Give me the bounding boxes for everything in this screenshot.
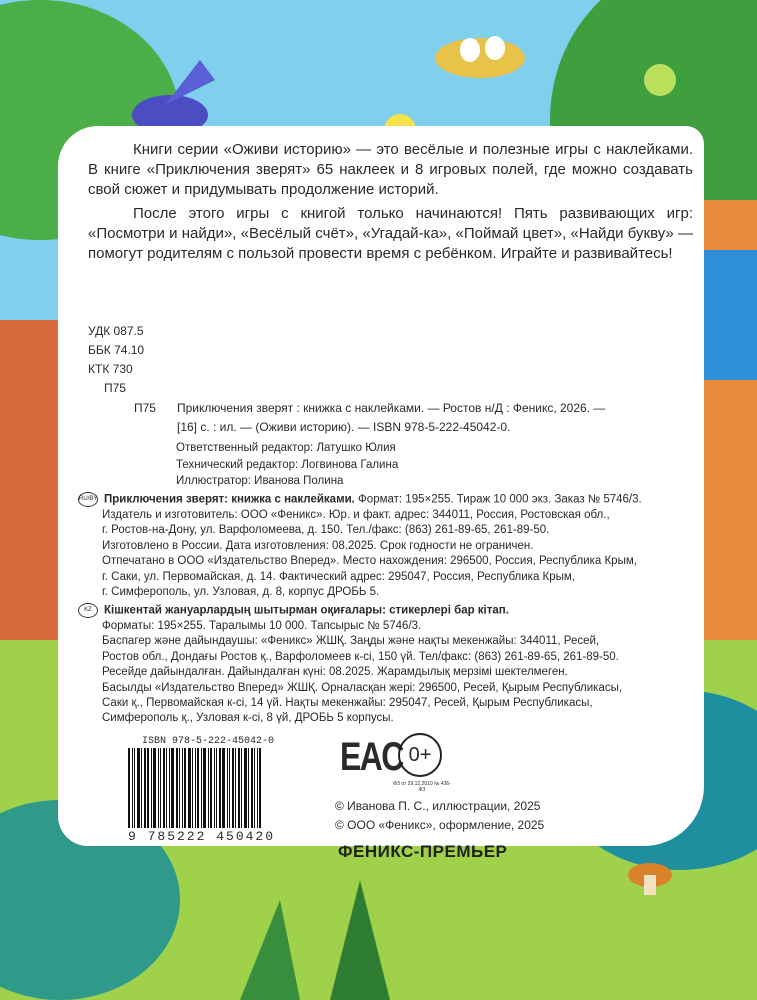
barcode-bar — [184, 748, 186, 828]
barcode-bar — [179, 748, 180, 828]
ru-line: Формат: 195×255. Тираж 10 000 экз. Заказ № 5746/3. — [354, 493, 642, 506]
barcode-bar — [171, 748, 174, 828]
barcode-bar — [128, 748, 130, 828]
kz-line: Саки қ., Первомайская к-сі, 14 үй. Нақты мекенжайы: 295047, Ресей, Қырым Республикасы, — [102, 696, 593, 709]
series-description — [88, 140, 693, 264]
barcode-bar — [134, 748, 135, 828]
classification-codes — [88, 322, 144, 398]
credits — [176, 440, 398, 490]
barcode-bar — [238, 748, 240, 828]
barcode-bar — [214, 748, 215, 828]
barcode-bar — [153, 748, 156, 828]
barcode-bar — [259, 748, 261, 828]
butterfly-green — [644, 64, 676, 96]
ru-line: Издатель и изготовитель: ООО «Феникс». Юр. и факт. адрес: 344011, Россия, Ростовская обл., — [102, 508, 610, 521]
barcode-bar — [163, 748, 165, 828]
barcode-bar — [244, 748, 247, 828]
barcode-bar — [141, 748, 142, 828]
isbn-barcode — [128, 736, 288, 845]
barcode-bar — [235, 748, 236, 828]
barcode-bar — [188, 748, 191, 828]
barcode-bar — [176, 748, 178, 828]
kz-line: Баспагер және дайындаушы: «Феникс» ЖШҚ. Заңды және нақты мекенжайы: 344011, Ресей, — [102, 635, 600, 648]
barcode-bar — [147, 748, 149, 828]
bib-line-1: Приключения зверят : книжка с наклейками. — Ростов н/Д : Феникс, 2026. — — [177, 401, 606, 415]
bib-code: П75 — [134, 401, 156, 415]
ru-line: г. Саки, ул. Первомайская, д. 14. Фактический адрес: 295047, Россия, Республика Крым, — [102, 570, 576, 583]
barcode-bar — [144, 748, 146, 828]
author-sign: П75 — [104, 381, 126, 395]
barcode-bar — [132, 748, 133, 828]
barcode-bar — [251, 748, 253, 828]
barcode-bar — [219, 748, 221, 828]
barcode-bar — [158, 748, 159, 828]
eac-mark: EAC — [340, 735, 403, 779]
ru-line: Изготовлено в России. Дата изготовления: 08.2025. Срок годности не ограничен. — [102, 539, 534, 552]
kz-badge: KZ — [78, 603, 98, 618]
ru-by-badge: RU/BY — [78, 492, 98, 507]
kz-title: Кішкентай жануарлардың шытырман оқиғалары: стикерлері бар кітап. — [104, 604, 509, 617]
barcode-bar — [151, 748, 152, 828]
barcode-bar — [241, 748, 242, 828]
barcode-bar — [216, 748, 217, 828]
ru-line: г. Симферополь, ул. Узловая, д. 8, корпус ДРОБЬ 5. — [102, 585, 380, 598]
barcode-bar — [257, 748, 258, 828]
ru-line: г. Ростов-на-Дону, ул. Варфоломеева, д. 150. Тел./факс: (863) 261-89-65, 261-89-50. — [102, 524, 550, 537]
intro-paragraph-2: После этого игры с книгой только начинаются! Пять развивающих игр: «Посмотри и найди», «Весёлый счёт», «Угадай-ка», «Поймай цвет», «Найди букву» — помогут родителям с пользой провести время с ребёнком. Играйте и развивайтесь! — [88, 205, 693, 262]
kz-line: Ресейде дайындалған. Дайындалған күні: 08.2025. Жарамдылық мерзімі шектелмеген. — [102, 666, 568, 679]
barcode-bar — [248, 748, 249, 828]
copyright — [335, 797, 544, 835]
intro-paragraph-1: Книги серии «Оживи историю» — это весёлые и полезные игры с наклейками. В книге «Приключения зверят» 65 наклеек и 8 игровых полей, где можно создавать свой сюжет и придумывать продолжение историй. — [88, 141, 693, 198]
barcode-isbn: ISBN 978-5-222-45042-0 — [141, 736, 275, 747]
barcode-bar — [166, 748, 167, 828]
publisher-logo: ФЕНИКС-ПРЕМЬЕР — [338, 842, 508, 861]
barcode-bar — [254, 748, 255, 828]
ktk: КТК 730 — [88, 362, 133, 376]
copyright-illustrations: © Иванова П. С., иллюстрации, 2025 — [335, 799, 541, 813]
kz-line: Басылды «Издательство Вперед» ЖШҚ. Орналасқан жері: 296500, Ресей, Қырым Республикасы, — [102, 681, 623, 694]
barcode-bar — [160, 748, 161, 828]
barcode-bar — [222, 748, 225, 828]
ru-title: Приключения зверят: книжка с наклейками. — [104, 493, 355, 506]
copyright-design: © ООО «Феникс», оформление, 2025 — [335, 818, 545, 832]
barcode-bar — [232, 748, 234, 828]
barcode-bar — [229, 748, 230, 828]
bibliographic-record — [134, 399, 694, 437]
udk: УДК 087.5 — [88, 324, 144, 338]
credit-illustrator: Иллюстратор: Иванова Полина — [176, 475, 344, 487]
barcode-bar — [195, 748, 196, 828]
kz-line: Ростов обл., Дондағы Ростов қ., Варфоломеев к-сі, 150 үй. Тел/факс: (863) 261-89-65, 261-89-50. — [102, 650, 619, 663]
barcode-bars — [128, 748, 288, 828]
kz-imprint — [84, 603, 623, 727]
bbk: ББК 74.10 — [88, 343, 145, 357]
barcode-bar — [137, 748, 140, 828]
barcode-bar — [227, 748, 228, 828]
barcode-bar — [192, 748, 193, 828]
bib-line-2: [16] с. : ил. — (Оживи историю). — ISBN 978-5-222-45042-0. — [177, 420, 511, 434]
credit-editor: Ответственный редактор: Латушко Юлия — [176, 442, 396, 454]
ru-line: Отпечатано в ООО «Издательство Вперед». Место нахождения: 296500, Россия, Республика Крым, — [102, 555, 637, 568]
credit-tech-editor: Технический редактор: Логвинова Галина — [176, 458, 399, 471]
ru-imprint — [79, 492, 642, 600]
barcode-bar — [182, 748, 183, 828]
barcode-bar — [197, 748, 199, 828]
barcode-bar — [201, 748, 202, 828]
barcode-bar — [208, 748, 209, 828]
age-law-note: ФЗ от 29.12.2010 № 436-ФЗ — [393, 781, 451, 793]
kz-line: Форматы: 195×255. Таралымы 10 000. Тапсырыс № 5746/3. — [102, 619, 422, 632]
barcode-digits: 9 785222 450420 — [128, 829, 276, 844]
barcode-bar — [210, 748, 212, 828]
kz-line: Симферополь қ., Узловая к-сі, 8 үй, ДРОБЬ 5 корпусы. — [102, 712, 394, 725]
barcode-bar — [169, 748, 170, 828]
bird-nest — [435, 38, 525, 78]
age-rating-badge: 0+ — [398, 733, 442, 777]
barcode-bar — [203, 748, 206, 828]
